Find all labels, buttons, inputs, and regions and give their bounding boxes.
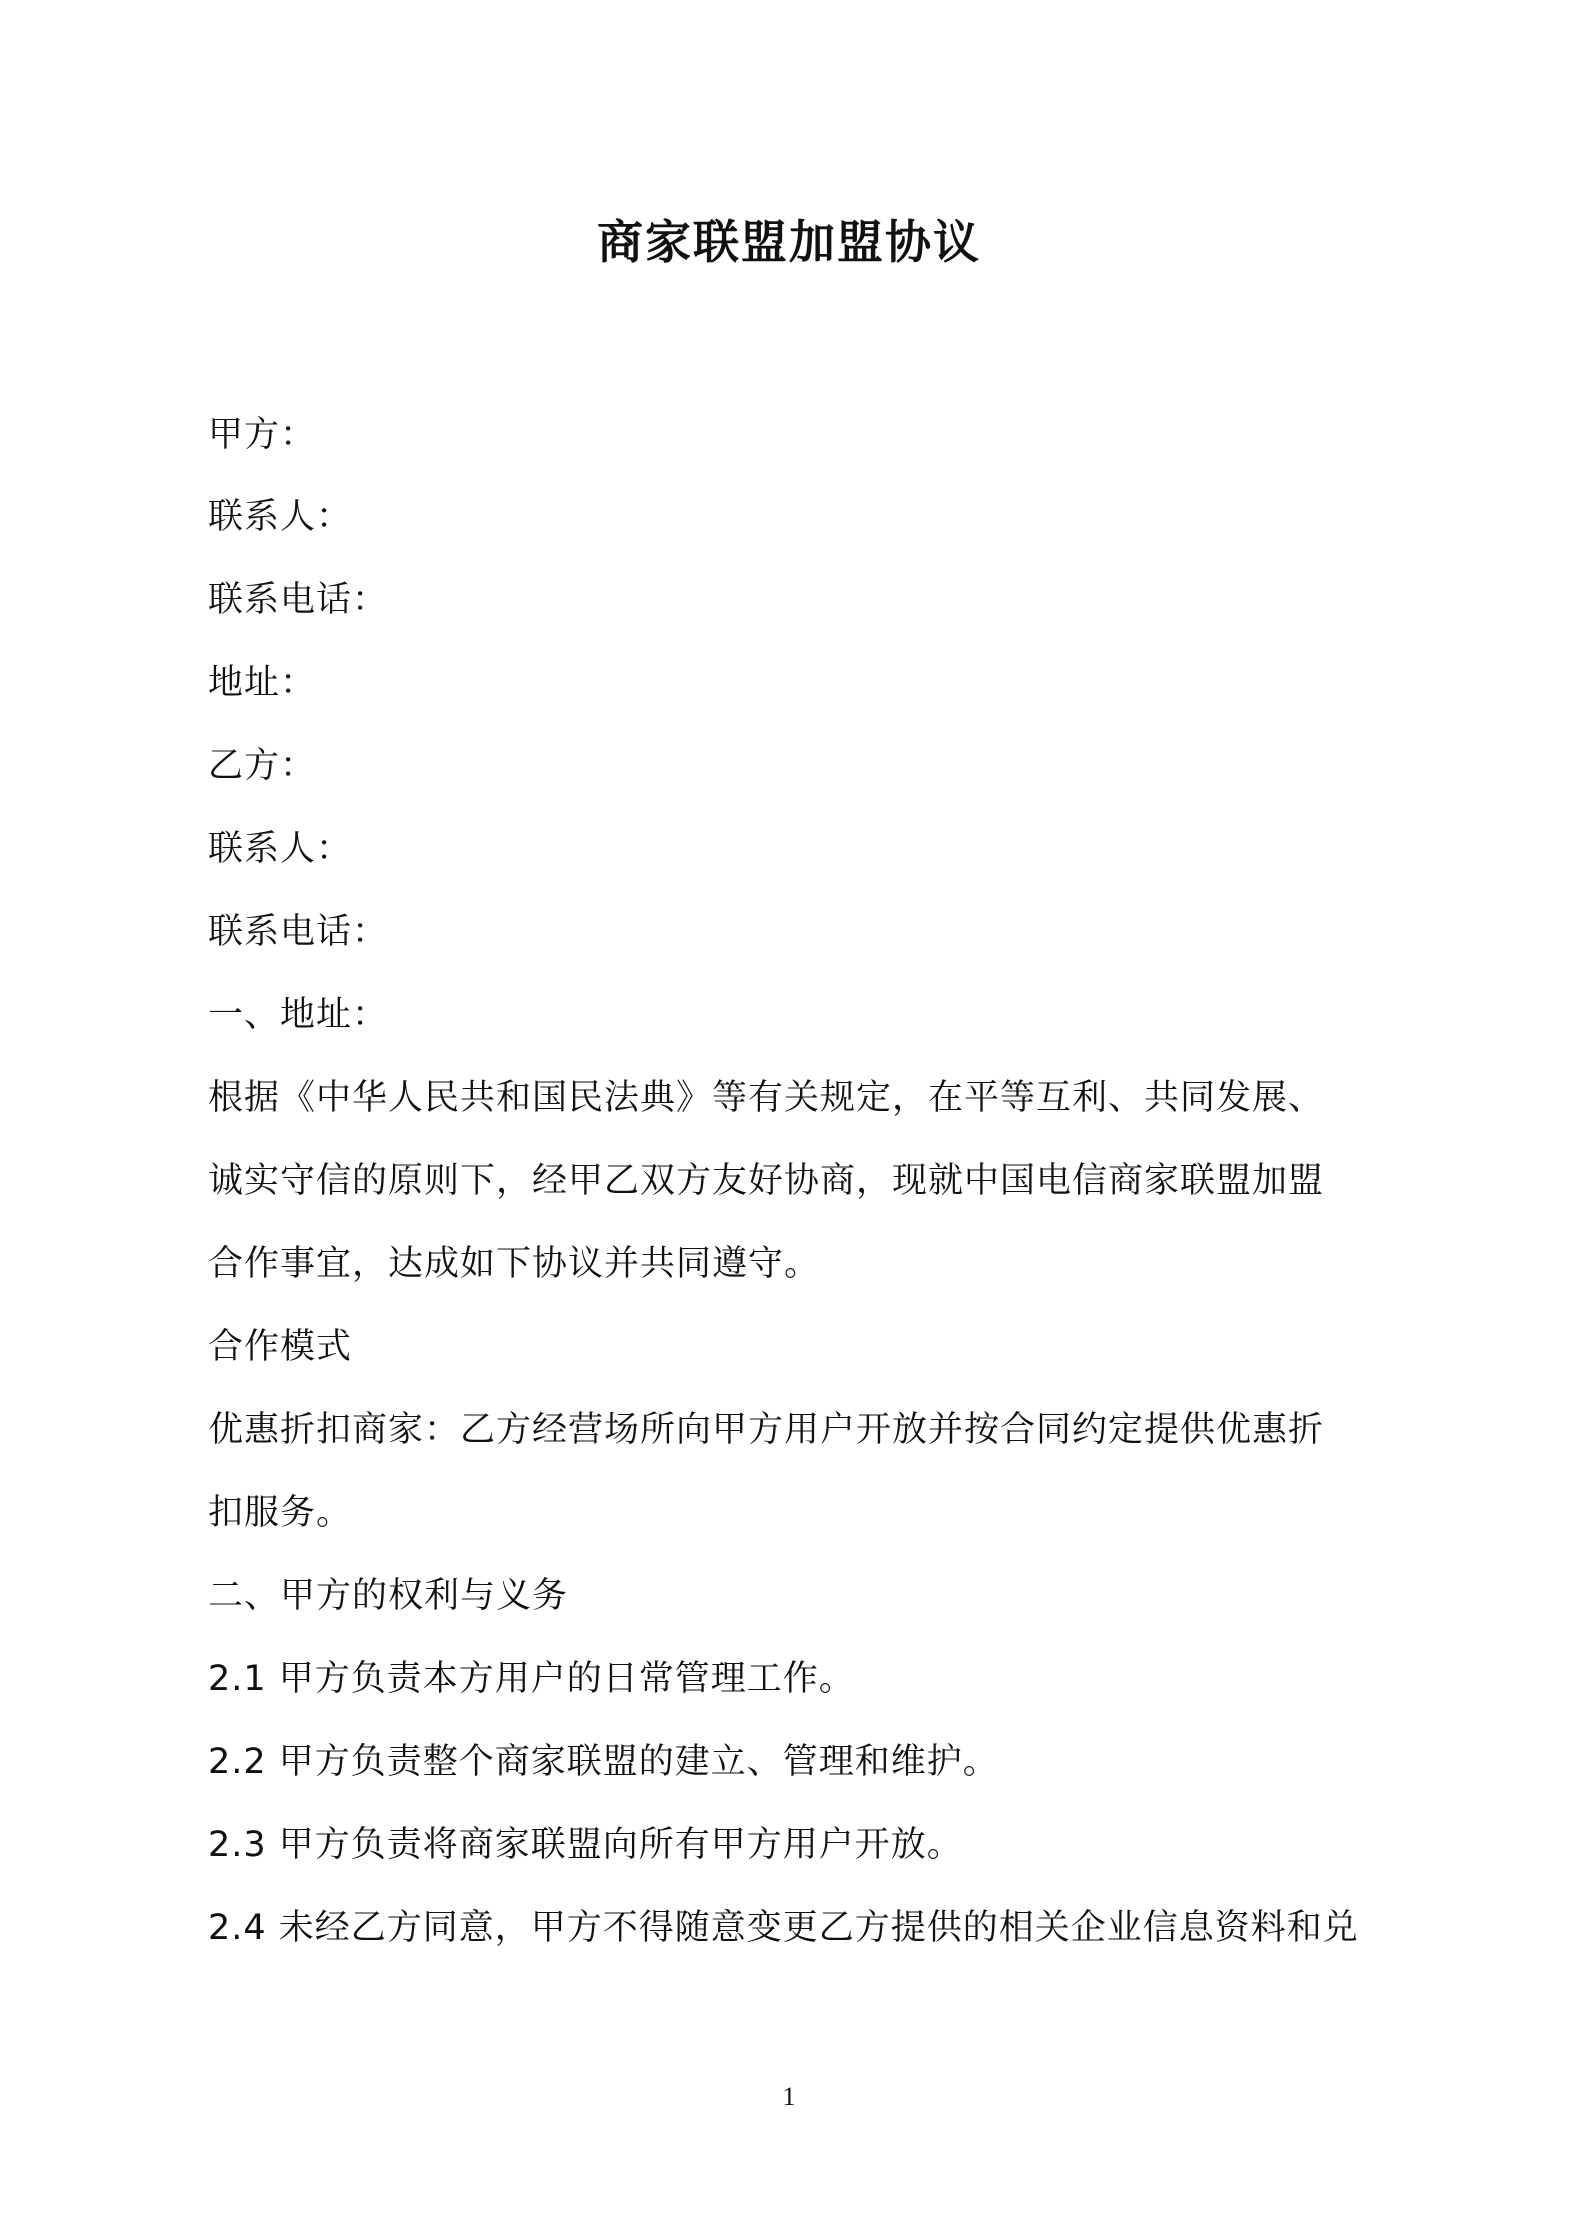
preamble-line-2: 诚实守信的原则下，经甲乙双方友好协商，现就中国电信商家联盟加盟 xyxy=(208,1161,1325,1201)
section-2-heading: 二、甲方的权利与义务 xyxy=(208,1576,569,1616)
party-b-phone-label: 联系电话： xyxy=(208,912,389,952)
party-a-address-label: 地址： xyxy=(208,663,317,703)
discount-merchant-line-1: 优惠折扣商家：乙方经营场所向甲方用户开放并按合同约定提供优惠折 xyxy=(208,1410,1325,1450)
party-b-label: 乙方： xyxy=(208,746,317,786)
clause-2-4: 2.4 未经乙方同意，甲方不得随意变更乙方提供的相关企业信息资料和兑 xyxy=(208,1908,1359,1948)
section-1-heading: 一、地址： xyxy=(208,995,389,1035)
cooperation-mode-heading: 合作模式 xyxy=(208,1327,353,1367)
clause-2-2: 2.2 甲方负责整个商家联盟的建立、管理和维护。 xyxy=(208,1742,999,1782)
party-a-phone-label: 联系电话： xyxy=(208,580,389,620)
page-number: 1 xyxy=(782,2082,796,2111)
preamble-line-1: 根据《中华人民共和国民法典》等有关规定，在平等互利、共同发展、 xyxy=(208,1078,1325,1118)
preamble-line-3: 合作事宜，达成如下协议并共同遵守。 xyxy=(208,1244,821,1284)
party-b-contact-label: 联系人： xyxy=(208,829,353,869)
party-a-contact-label: 联系人： xyxy=(208,497,353,537)
discount-merchant-line-2: 扣服务。 xyxy=(208,1493,353,1533)
party-a-label: 甲方： xyxy=(208,415,317,455)
clause-2-3: 2.3 甲方负责将商家联盟向所有甲方用户开放。 xyxy=(208,1825,963,1865)
clause-2-1: 2.1 甲方负责本方用户的日常管理工作。 xyxy=(208,1659,855,1699)
document-title: 商家联盟加盟协议 xyxy=(597,215,981,269)
